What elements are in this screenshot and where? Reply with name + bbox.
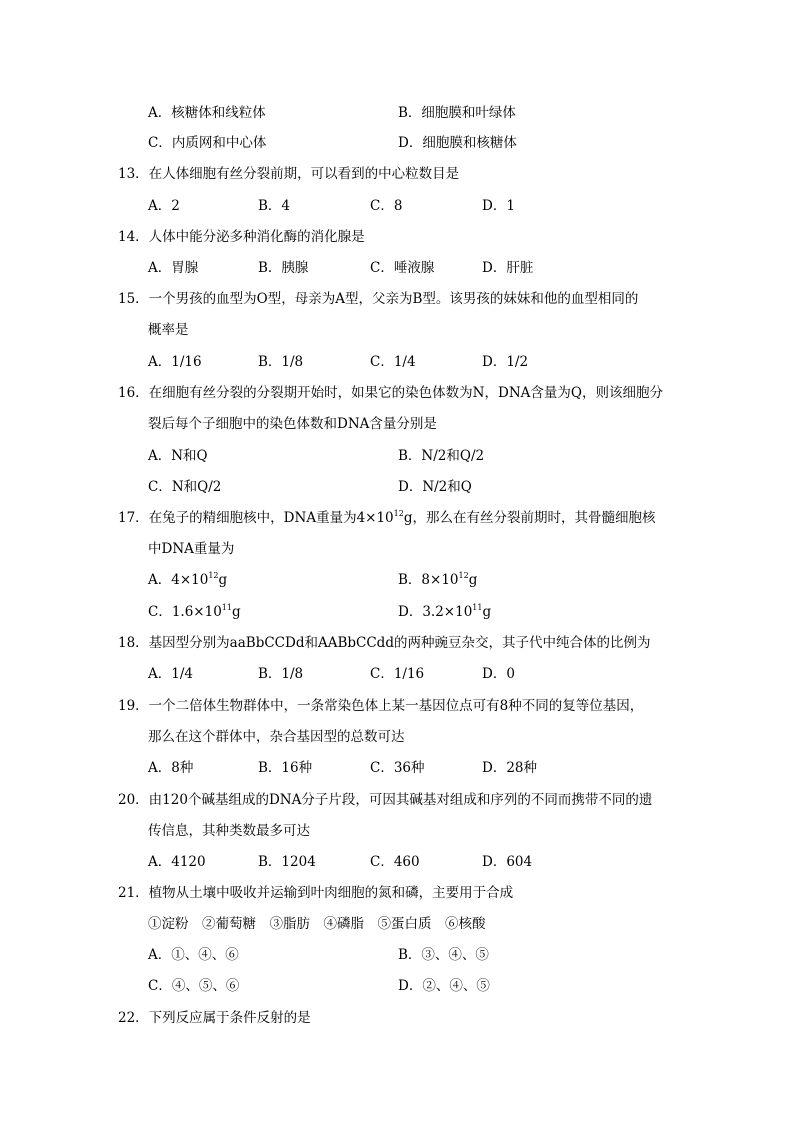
q13-option-c: C．8 xyxy=(370,198,403,214)
q16-option-b: B．N/2和Q/2 xyxy=(398,448,485,464)
q13-stem: 13．在人体细胞有丝分裂前期，可以看到的中心粒数目是 xyxy=(118,166,460,182)
q18-option-a: A．1/4 xyxy=(148,666,193,682)
q19-option-c: C．36种 xyxy=(370,760,425,776)
q15-option-a: A．1/16 xyxy=(148,354,202,370)
q17-option-d: D．$3.2\times 10^{11}g$ xyxy=(398,603,492,620)
q13-option-d: D．1 xyxy=(482,198,515,214)
q18-option-d: D．0 xyxy=(482,666,515,682)
q21-option-b: B．③、④、⑤ xyxy=(398,947,489,963)
q16-option-d: D．N/2和Q xyxy=(398,479,472,495)
q21-stem: 21．植物从土壤中吸收并运输到叶肉细胞的氮和磷，主要用于合成 xyxy=(118,885,514,901)
q19-option-d: D．28种 xyxy=(482,760,538,776)
q15-stem-line2: 概率是 xyxy=(148,322,189,338)
q21-option-a: A．①、④、⑥ xyxy=(148,947,239,963)
q15-option-c: C．1/4 xyxy=(370,354,416,370)
q20-option-a: A．4120 xyxy=(148,854,206,870)
q12-option-b: B．细胞膜和叶绿体 xyxy=(398,105,516,121)
q13-option-a: A．2 xyxy=(148,198,180,214)
q12-option-a: A．核糖体和线粒体 xyxy=(148,105,266,121)
q17-stem-line2: 中DNA重量为 xyxy=(148,541,235,557)
q16-option-c: C．N和Q/2 xyxy=(148,479,222,495)
q13-option-b: B．4 xyxy=(258,198,291,214)
q20-option-d: D．604 xyxy=(482,854,533,870)
q20-stem-line2: 传信息，其种类数最多可达 xyxy=(148,823,310,839)
q18-option-c: C．1/16 xyxy=(370,666,425,682)
q16-option-a: A．N和Q xyxy=(148,448,208,464)
q14-option-d: D．肝脏 xyxy=(482,260,534,276)
q17-option-a: A．$4\times 10^{12}g$ xyxy=(148,571,228,588)
q14-option-c: C．唾液腺 xyxy=(370,260,435,276)
q19-stem-line2: 那么在这个群体中，杂合基因型的总数可达 xyxy=(148,729,405,745)
q16-stem-line2: 裂后每个子细胞中的染色体数和DNA含量分别是 xyxy=(148,416,437,432)
q17-stem-line1: 17．在兔子的精细胞核中，DNA重量为$4\times 10^{12}g$，那么在有丝分裂前期时，其骨髓细胞核 xyxy=(118,509,656,526)
q19-option-b: B．16种 xyxy=(258,760,313,776)
q20-stem-line1: 20．由120个碱基组成的DNA分子片段，可因其碱基对组成和序列的不同而携带不同的遗 xyxy=(118,792,653,808)
q22-stem: 22．下列反应属于条件反射的是 xyxy=(118,1010,311,1026)
q15-stem-line1: 15．一个男孩的血型为O型，母亲为A型，父亲为B型。该男孩的妹妹和他的血型相同的 xyxy=(118,291,639,307)
q12-option-c: C．内质网和中心体 xyxy=(148,135,267,151)
q18-option-b: B．1/8 xyxy=(258,666,304,682)
q20-option-b: B．1204 xyxy=(258,854,316,870)
q21-option-c: C．④、⑤、⑥ xyxy=(148,978,240,994)
q20-option-c: C．460 xyxy=(370,854,420,870)
q14-option-b: B．胰腺 xyxy=(258,260,309,276)
q17-option-b: B．$8\times 10^{12}g$ xyxy=(398,571,478,588)
q14-option-a: A．胃腺 xyxy=(148,260,199,276)
q17-option-c: C．$1.6\times 10^{11}g$ xyxy=(148,603,241,620)
q15-option-d: D．1/2 xyxy=(482,354,529,370)
q14-stem: 14．人体中能分泌多种消化酶的消化腺是 xyxy=(118,229,365,245)
q18-stem: 18．基因型分别为aaBbCCDd和AABbCCdd的两种豌豆杂交，其子代中纯合体的比例为 xyxy=(118,635,651,651)
q19-option-a: A．8种 xyxy=(148,760,194,776)
q12-option-d: D．细胞膜和核糖体 xyxy=(398,135,517,151)
q15-option-b: B．1/8 xyxy=(258,354,304,370)
q21-items: ①淀粉 ②葡萄糖 ③脂肪 ④磷脂 ⑤蛋白质 ⑥核酸 xyxy=(148,916,486,932)
q16-stem-line1: 16．在细胞有丝分裂的分裂期开始时，如果它的染色体数为N，DNA含量为Q，则该细胞分 xyxy=(118,385,663,401)
q19-stem-line1: 19．一个二倍体生物群体中，一条常染色体上某一基因位点可有8种不同的复等位基因， xyxy=(118,698,644,714)
q21-option-d: D．②、④、⑤ xyxy=(398,978,490,994)
